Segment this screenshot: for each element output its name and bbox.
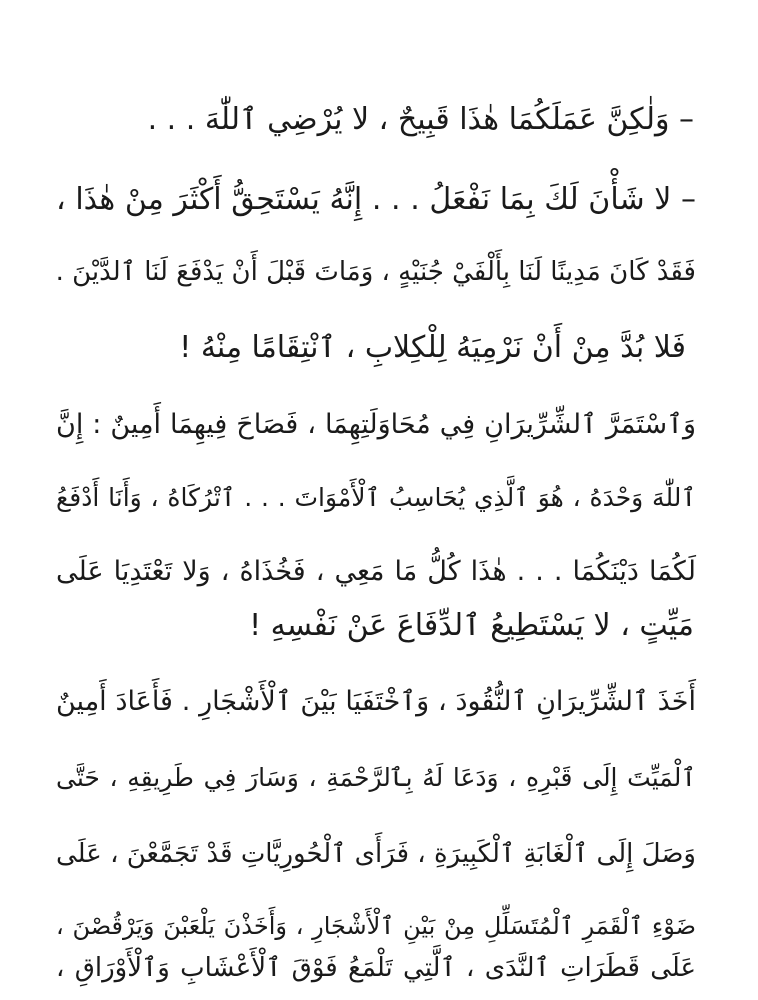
text-line: ضَوْءِ ٱلْقَمَرِ ٱلْمُتَسَلِّلِ مِنْ بَيْنِ ٱلْأَشْجَارِ ، وَأَخَذْنَ يَلْعَبْنَ وَيَرْقُصْنَ ، <box>56 912 696 940</box>
text-line: ٱلْمَيِّتَ إِلَى قَبْرِهِ ، وَدَعَا لَهُ بِٱلرَّحْمَةِ ، وَسَارَ فِي طَرِيقِهِ ، حَتَّى <box>56 763 696 792</box>
text-line: عَلَى قَطَرَاتِ ٱلنَّدَى ، ٱلَّتِي تَلْمَعُ فَوْقَ ٱلْأَعْشَابِ وَٱلْأَوْرَاقِ ، <box>56 953 696 983</box>
text-line: ٱللّٰهَ وَحْدَهُ ، هُوَ ٱلَّذِي يُحَاسِبُ ٱلْأَمْوَاتَ . . . ٱتْرُكَاهُ ، وَأَنَا أَدْفَعُ <box>56 483 696 512</box>
text-line: وَٱسْتَمَرَّ ٱلشِّرِّيرَانِ فِي مُحَاوَلَتِهِمَا ، فَصَاحَ فِيهِمَا أَمِينٌ : إِنَّ <box>56 409 696 440</box>
text-line: مَيِّتٍ ، لا يَسْتَطِيعُ ٱلدِّفَاعَ عَنْ نَفْسِهِ ! <box>249 608 694 643</box>
text-line: فَقَدْ كَانَ مَدِينًا لَنَا بِأَلْفَيْ جُنَيْهٍ ، وَمَاتَ قَبْلَ أَنْ يَدْفَعَ لَنَا ٱلدَّيْنَ . <box>55 257 696 287</box>
text-line: – وَلٰكِنَّ عَمَلَكُمَا هٰذَا قَبِيحٌ ، لا يُرْضِي ٱللّٰهَ . . . <box>147 102 694 137</box>
text-line: فَلا بُدَّ مِنْ أَنْ نَرْمِيَهُ لِلْكِلابِ ، ٱنْتِقَامًا مِنْهُ ! <box>179 330 686 365</box>
text-line: أَخَذَ ٱلشِّرِّيرَانِ ٱلنُّقُودَ ، وَٱخْتَفَيَا بَيْنَ ٱلْأَشْجَارِ . فَأَعَادَ أَمِينٌ <box>56 686 696 717</box>
text-line: وَصَلَ إِلَى ٱلْغَابَةِ ٱلْكَبِيرَةِ ، فَرَأَى ٱلْحُورِيَّاتِ قَدْ تَجَمَّعْنَ ، عَلَى <box>56 839 696 869</box>
text-line: – لا شَأْنَ لَكَ بِمَا نَفْعَلُ . . . إِنَّهُ يَسْتَحِقُّ أَكْثَرَ مِنْ هٰذَا ، <box>56 182 696 217</box>
text-line: لَكُمَا دَيْنَكُمَا . . . هٰذَا كُلُّ مَا مَعِي ، فَخُذَاهُ ، وَلا تَعْتَدِيَا عَلَى <box>56 556 696 587</box>
